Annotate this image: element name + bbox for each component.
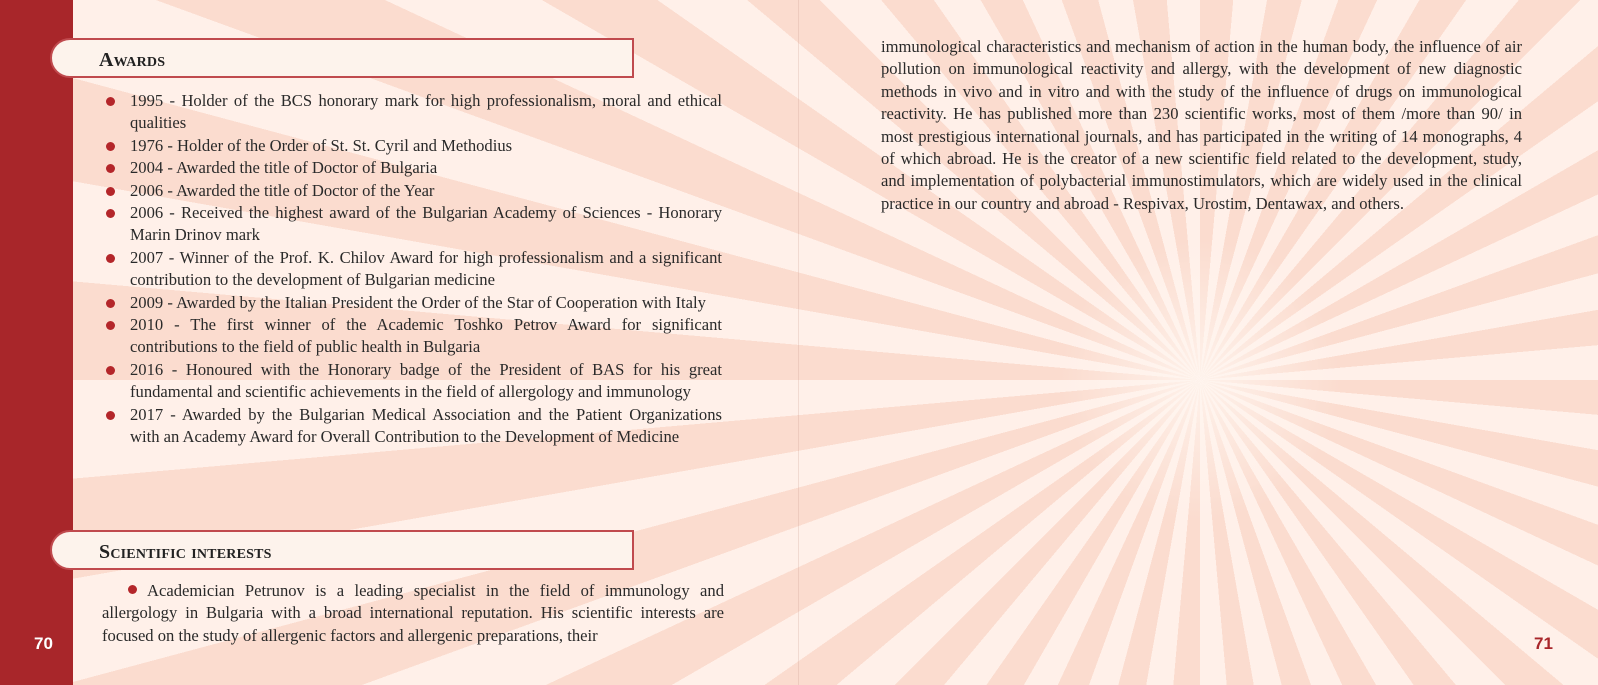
award-text: 2006 - Awarded the title of Doctor of the Year [130, 180, 435, 200]
left-sidebar-band [0, 0, 73, 685]
bullet-dot-icon [128, 585, 137, 594]
page-number-left: 70 [34, 634, 53, 653]
bullet-dot-icon [106, 164, 115, 173]
award-text: 2007 - Winner of the Prof. K. Chilov Award for high professionalism and a significant contribution to the development of Bulgarian medicine [130, 247, 722, 290]
awards-heading: Awards [99, 49, 166, 71]
bullet-dot-icon [106, 299, 115, 308]
award-text: 2004 - Awarded the title of Doctor of Bulgaria [130, 158, 438, 178]
list-item [104, 202, 722, 247]
bullet-dot-icon [106, 366, 115, 375]
awards-section-header [50, 38, 634, 78]
page-number-right: 71 [1534, 634, 1553, 653]
scientific-interests-paragraph [102, 580, 724, 647]
bullet-dot-icon [106, 411, 115, 420]
bullet-dot-icon [106, 321, 115, 330]
list-item [104, 404, 722, 449]
bullet-dot-icon [106, 254, 115, 263]
scientific-interests-text: Academician Petrunov is a leading specialist in the field of immunology and allergology in Bulgaria with a broad international reputation. His scientific interests are focused on the study of allergenic factors and allergenic preparations, their [102, 581, 724, 645]
award-text: 1976 - Holder of the Order of St. St. Cyril and Methodius [130, 135, 513, 155]
bullet-dot-icon [106, 97, 115, 106]
bullet-dot-icon [106, 209, 115, 218]
award-text: 2009 - Awarded by the Italian President the Order of the Star of Cooperation with Italy [130, 292, 706, 312]
right-page-paragraph: immunological characteristics and mechanism of action in the human body, the influence of air pollution on immunological reactivity and allergy, with the development of new diagnostic methods in vivo and in vitro and with the study of the influence of drugs on immunological reactivity. He has published more than 230 scientific works, most of them /more than 90/ in most prestigious international journals, and has participated in the writing of 14 monographs, 4 of which abroad. He is the creator of a new scientific field related to the development, study, and implementation of polybacterial immunostimulators, which are widely used in the clinical practice in our country and abroad - Respivax, Urostim, Dentawax, and others. [881, 37, 1522, 213]
list-item [104, 247, 722, 292]
list-item [104, 292, 722, 314]
bullet-dot-icon [106, 187, 115, 196]
page-gutter [798, 0, 799, 685]
scientific-interests-section-header [50, 530, 634, 570]
award-text: 2006 - Received the highest award of the Bulgarian Academy of Sciences - Honorary Marin Drinov mark [130, 203, 722, 245]
awards-list [104, 90, 722, 449]
list-item [104, 90, 722, 135]
award-text: 2016 - Honoured with the Honorary badge of the President of BAS for his great fundamental and scientific achievements in the field of allergology and immunology [130, 359, 722, 402]
award-text: 2017 - Awarded by the Bulgarian Medical Association and the Patient Organizations with an Academy Award for Overall Contribution to the Development of Medicine [130, 404, 722, 447]
list-item [104, 314, 722, 359]
list-item [104, 157, 722, 179]
bullet-dot-icon [106, 142, 115, 151]
list-item [104, 135, 722, 157]
list-item [104, 359, 722, 404]
award-text: 2010 - The first winner of the Academic Toshko Petrov Award for significant contributions to the field of public health in Bulgaria [130, 315, 722, 357]
list-item [104, 180, 722, 202]
award-text: 1995 - Holder of the BCS honorary mark for high professionalism, moral and ethical qualities [130, 91, 722, 133]
scientific-interests-heading: Scientific interests [99, 541, 272, 563]
